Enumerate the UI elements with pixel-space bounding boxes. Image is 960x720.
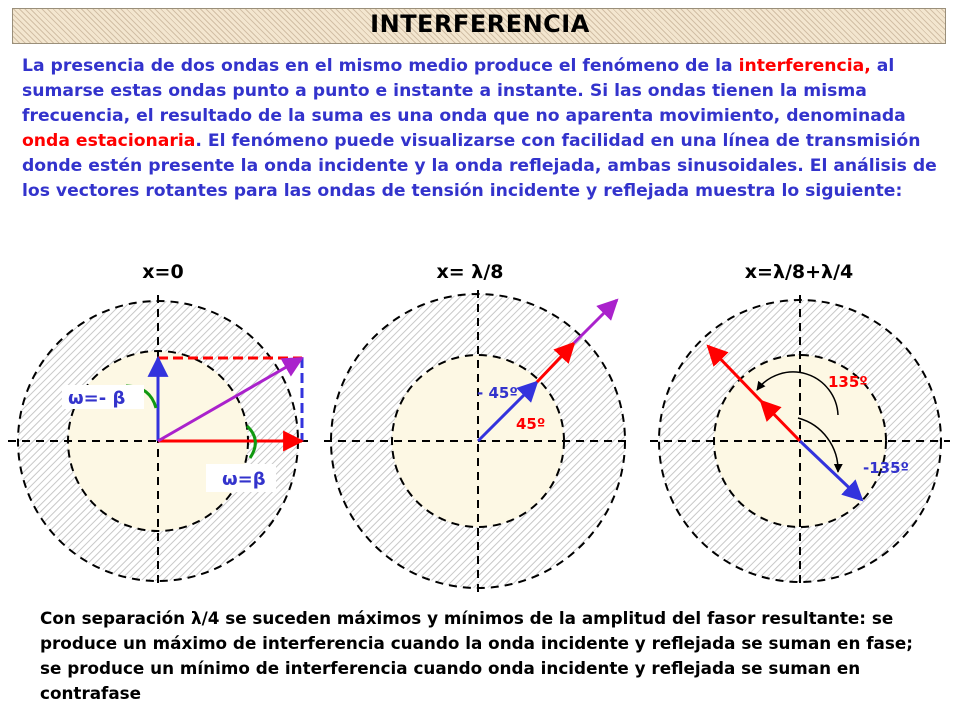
diagram-title-x0: x=0 bbox=[142, 261, 184, 283]
diagram-title-x-lambda-8: x= λ/8 bbox=[436, 261, 504, 283]
resultant-vector bbox=[574, 300, 617, 343]
diagram-title-x-lambda-8-plus-lambda-4: x=λ/8+λ/4 bbox=[744, 261, 854, 283]
intro-text-3: . El fenómeno puede visualizarse con facilidad en una línea de transmisión donde estén presente la onda incidente y la onda reflejada, ambas sinusoidales. El análisis de los vectores rotantes para las ondas de tensión incidente y reflejada muestra lo siguiente: bbox=[22, 131, 937, 201]
intro-highlight-interferencia: interferencia, bbox=[738, 56, 871, 76]
omega-minus-beta-label: ω=- β bbox=[68, 388, 126, 409]
omega-beta-label: ω=β bbox=[222, 469, 266, 490]
diagram-x-lambda-8-plus-lambda-4 bbox=[650, 261, 950, 587]
angle-minus-45-label: - 45º bbox=[477, 384, 518, 402]
intro-text-1: La presencia de dos ondas en el mismo medio produce el fenómeno de la bbox=[22, 56, 739, 76]
angle-minus-135-label: -135º bbox=[863, 459, 909, 477]
angle-135-label: 135º bbox=[828, 373, 868, 391]
diagram-x0 bbox=[8, 261, 308, 585]
intro-highlight-onda-estacionaria: onda estacionaria bbox=[22, 131, 196, 151]
page-title: INTERFERENCIA bbox=[370, 10, 590, 38]
intro-text-2: al sumarse estas ondas punto a punto e instante a instante. Si las ondas tienen la misma frecuencia, el resultado de la suma es una onda que no aparenta movimiento, denominada bbox=[22, 56, 906, 126]
angle-45-label: 45º bbox=[516, 415, 546, 433]
conclusion-paragraph: Con separación λ/4 se suceden máximos y mínimos de la amplitud del fasor resultante: se produce un máximo de interferencia cuando la onda incidente y reflejada se suman en fase; se produce un mínimo de interferencia cuando onda incidente y reflejada se suman en contrafase bbox=[40, 608, 913, 703]
diagram-x-lambda-8 bbox=[324, 261, 632, 592]
